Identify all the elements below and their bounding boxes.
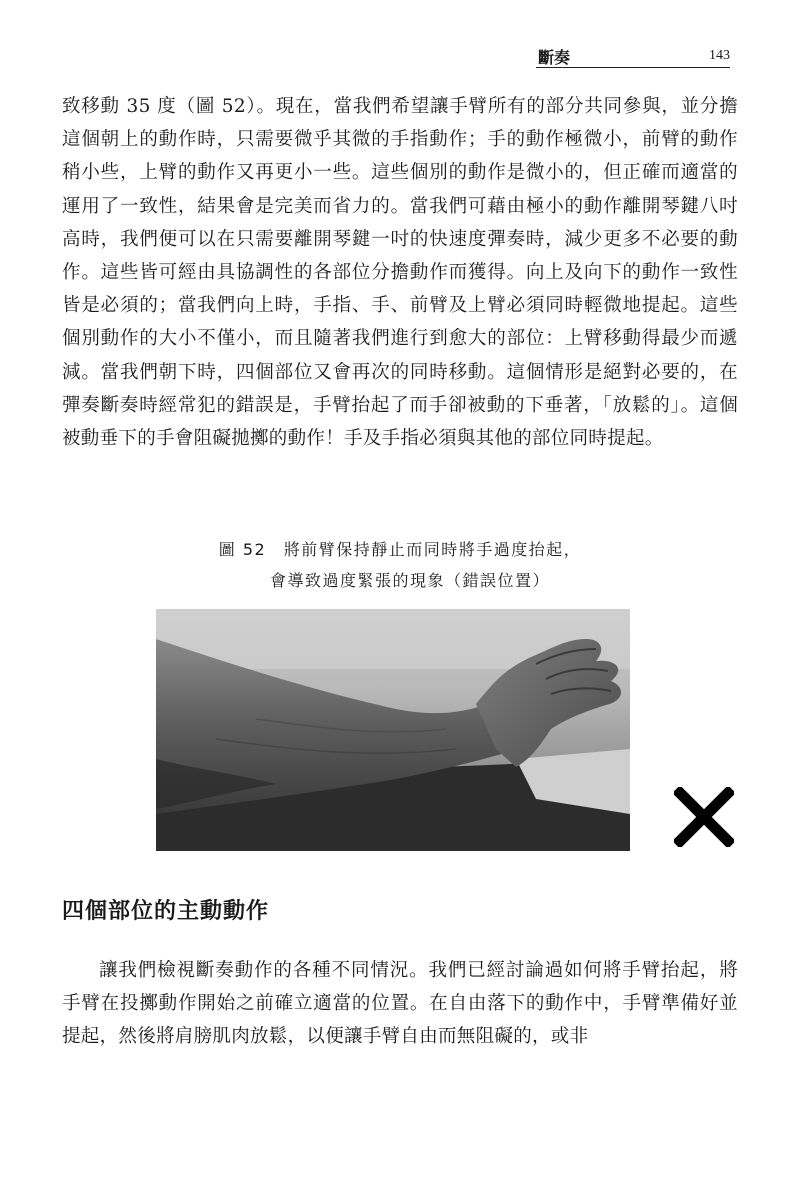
figure-caption-line-1: 圖 52 將前臂保持靜止而同時將手過度抬起， [218,540,582,559]
figure-caption [150,534,650,596]
page-number: 143 [709,48,730,63]
section-heading: 四個部位的主動動作 [62,898,270,924]
running-head [536,45,730,68]
running-title: 斷奏 [538,48,571,67]
body-paragraph-2: 讓我們檢視斷奏動作的各種不同情況。我們已經討論過如何將手臂抬起，將手臂在投擲動作開始之前確立適當的位置。在自由落下的動作中，手臂準備好並提起，然後將肩膀肌肉放鬆，以便讓手臂自由而無阻礙的，或非 [62,960,738,1048]
body-paragraph-1: 致移動 35 度（圖 52）。現在，當我們希望讓手臂所有的部分共同參與，並分擔這個朝上的動作時，只需要微乎其微的手指動作；手的動作極微小，前臂的動作稍小些，上臂的動作又再更小一些。這些個別的動作是微小的，但正確而適當的運用了一致性，結果會是完美而省力的。當我們可藉由極小的動作離開琴鍵八吋高時，我們便可以在只需要離開琴鍵一吋的快速度彈奏時，減少更多不必要的動作。這些皆可經由具協調性的各部位分擔動作而獲得。向上及向下的動作一致性皆是必須的；當我們向上時，手指、手、前臂及上臂必須同時輕微地提起。這些個別動作的大小不僅小，而且隨著我們進行到愈大的部位：上臂移動得最少而遞減。當我們朝下時，四個部位又會再次的同時移動。這個情形是絕對必要的，在彈奏斷奏時經常犯的錯誤是，手臂抬起了而手卻被動的下垂著，「放鬆的」。這個被動垂下的手會阻礙拋擲的動作！手及手指必須與其他的部位同時提起。 [62,96,738,450]
cross-mark-icon [674,787,734,847]
figure-photo [156,609,630,851]
figure-caption-line-2: 會導致過度緊張的現象（錯誤位置） [269,571,550,590]
